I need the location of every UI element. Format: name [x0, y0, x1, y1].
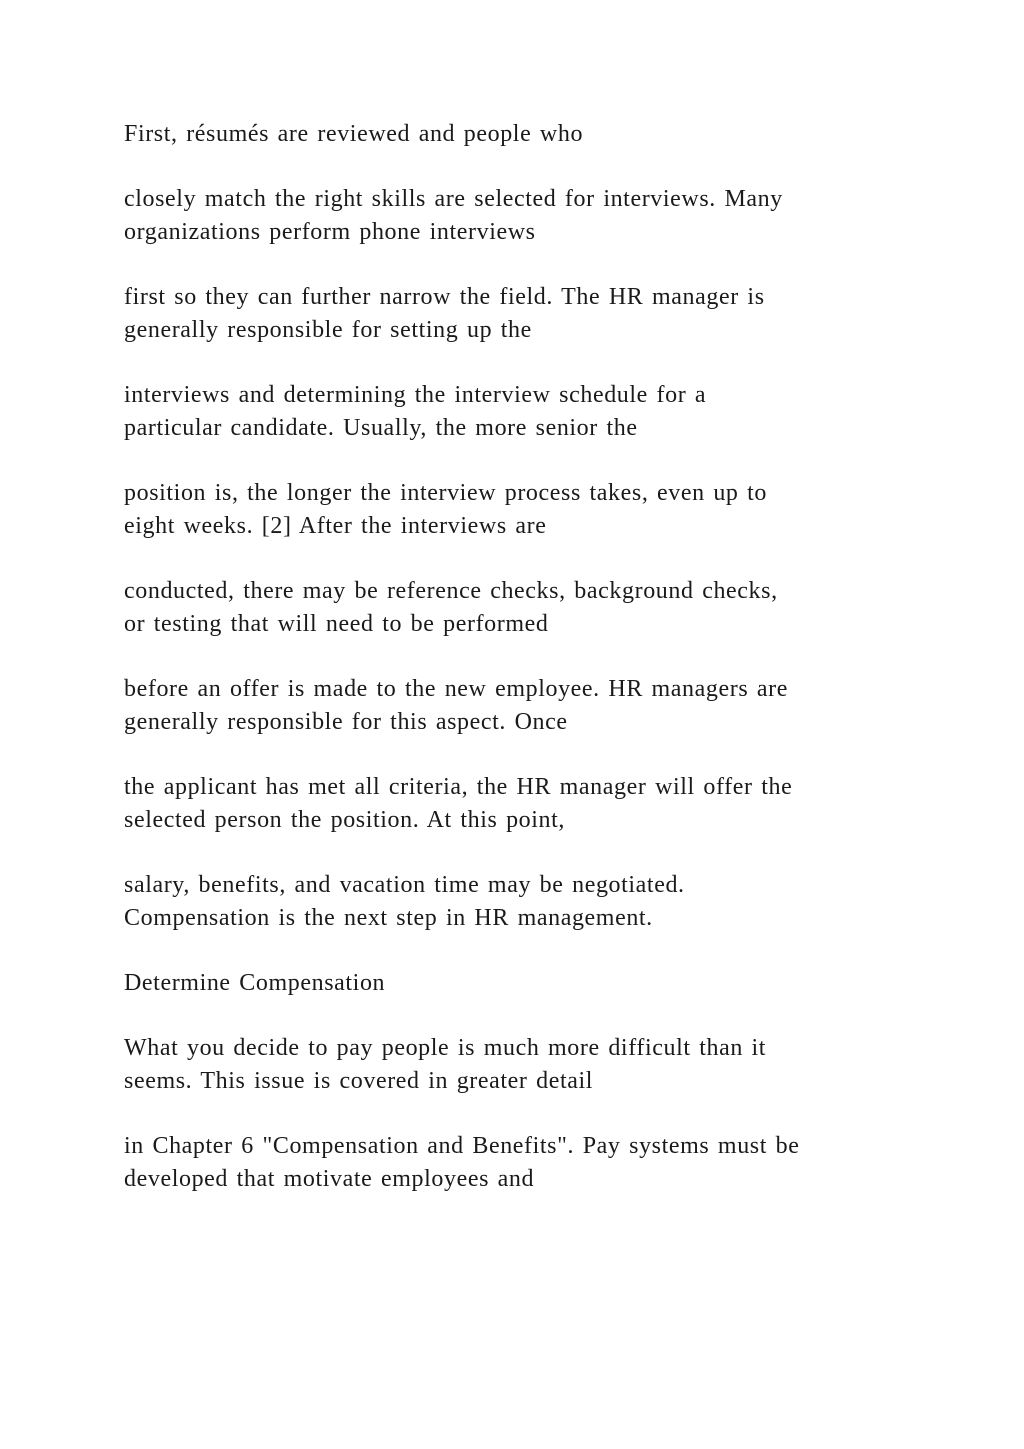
paragraph-1	[124, 118, 924, 151]
text-line: before an offer is made to the new employee. HR managers are	[124, 676, 788, 702]
paragraph-7	[124, 673, 924, 739]
text-line: interviews and determining the interview schedule for a	[124, 382, 707, 408]
paragraph-6	[124, 575, 924, 641]
text-line: eight weeks. [2] After the interviews are	[124, 513, 547, 539]
paragraph-8	[124, 771, 924, 837]
paragraph-11	[124, 1032, 924, 1098]
text-line: Compensation is the next step in HR management.	[124, 905, 653, 931]
paragraph-5	[124, 477, 924, 543]
text-line: generally responsible for this aspect. Once	[124, 709, 568, 735]
text-line: the applicant has met all criteria, the HR manager will offer the	[124, 774, 793, 800]
text-line: position is, the longer the interview process takes, even up to	[124, 480, 767, 506]
heading-line: Determine Compensation	[124, 970, 386, 996]
document-body	[124, 118, 924, 1228]
text-line: developed that motivate employees and	[124, 1166, 535, 1192]
text-line: selected person the position. At this point,	[124, 807, 566, 833]
text-line: What you decide to pay people is much more difficult than it	[124, 1035, 767, 1061]
text-line: or testing that will need to be performed	[124, 611, 549, 637]
paragraph-12	[124, 1130, 924, 1196]
section-heading	[124, 967, 924, 1000]
text-line: seems. This issue is covered in greater detail	[124, 1068, 594, 1094]
paragraph-2	[124, 183, 924, 249]
text-line: First, résumés are reviewed and people who	[124, 121, 584, 147]
text-line: generally responsible for setting up the	[124, 317, 532, 343]
paragraph-9	[124, 869, 924, 935]
text-line: first so they can further narrow the field. The HR manager is	[124, 284, 765, 310]
text-line: salary, benefits, and vacation time may be negotiated.	[124, 872, 685, 898]
text-line: organizations perform phone interviews	[124, 219, 536, 245]
paragraph-3	[124, 281, 924, 347]
text-line: in Chapter 6 "Compensation and Benefits". Pay systems must be	[124, 1133, 800, 1159]
text-line: closely match the right skills are selected for interviews. Many	[124, 186, 783, 212]
text-line: particular candidate. Usually, the more senior the	[124, 415, 638, 441]
paragraph-4	[124, 379, 924, 445]
text-line: conducted, there may be reference checks, background checks,	[124, 578, 778, 604]
